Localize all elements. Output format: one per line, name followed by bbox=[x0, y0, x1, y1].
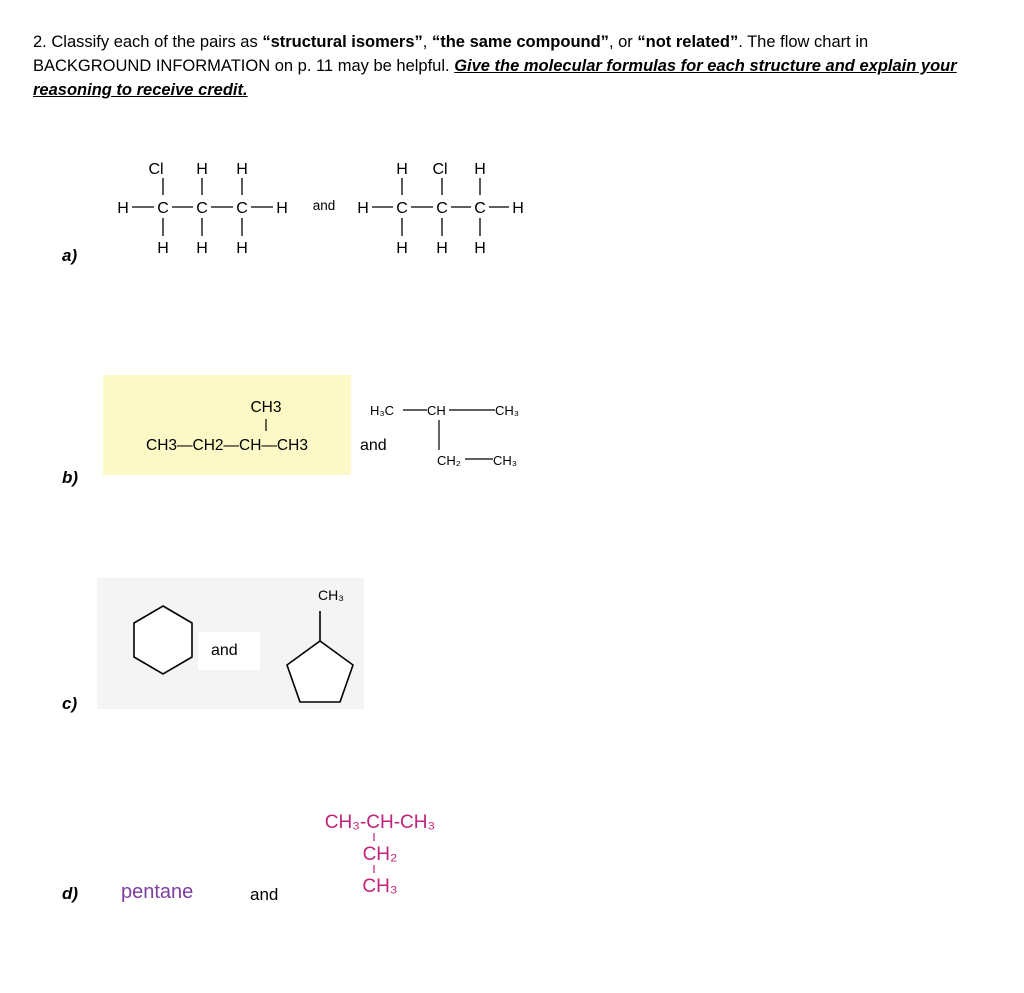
atom-label: H bbox=[236, 161, 248, 178]
structure-c bbox=[97, 578, 364, 709]
and-text: and bbox=[360, 437, 387, 454]
part-d-label: d) bbox=[62, 884, 79, 903]
question-text: 2. Classify each of the pairs as “structural isomers”, “the same compound”, or “not related”. The flow chart in BACKGROUND INFORMATION on p. 11 may be helpful. Give the molecular formulas for each structure and explain your reasoning to receive credit. bbox=[33, 33, 957, 99]
cyclopentane-ring bbox=[287, 641, 353, 702]
atom-label: H bbox=[236, 240, 248, 257]
structure-d-right bbox=[305, 800, 475, 905]
ch2-label: CH₂ bbox=[437, 453, 461, 468]
atom-label: Cl bbox=[148, 161, 164, 178]
option-not-related: “not related” bbox=[637, 33, 739, 51]
atom-label: C bbox=[474, 200, 486, 217]
methyl-label: CH₃ bbox=[318, 587, 344, 603]
ch-label: CH bbox=[427, 403, 446, 418]
atom-label: H bbox=[396, 240, 408, 257]
structure-b-left bbox=[103, 375, 351, 475]
part-a-label: a) bbox=[62, 246, 78, 265]
question-lead: Classify each of the pairs as bbox=[51, 33, 258, 51]
atom-label: C bbox=[196, 200, 208, 217]
atom-label: H bbox=[436, 240, 448, 257]
main-chain-label: CH3—CH2—CH—CH3 bbox=[146, 437, 308, 454]
part-b-label: b) bbox=[62, 468, 79, 487]
chain-top-label: CH₃-CH-CH₃ bbox=[324, 812, 436, 833]
ch3-label: CH₃ bbox=[495, 403, 520, 418]
atom-label: C bbox=[157, 200, 169, 217]
atom-label: H bbox=[512, 200, 524, 217]
atom-label: H bbox=[196, 161, 208, 178]
structure-a-right bbox=[357, 161, 524, 257]
ch3-label: CH₃ bbox=[362, 876, 398, 897]
atom-label: Cl bbox=[432, 161, 448, 178]
question-number: 2. bbox=[33, 33, 47, 51]
h3c-label: H₃C bbox=[370, 403, 395, 418]
cyclohexane-ring bbox=[134, 606, 192, 674]
atom-label: H bbox=[357, 200, 369, 217]
question-tail: . The flow chart in BACKGROUND INFORMATION on p. 11 may be helpful. bbox=[33, 33, 869, 75]
requirement-text: Give the molecular formulas for each structure and explain your reasoning to receive credit. bbox=[33, 57, 957, 99]
atom-label: C bbox=[396, 200, 408, 217]
ch2-label: CH₂ bbox=[362, 844, 398, 865]
atom-label: H bbox=[117, 200, 129, 217]
atom-label: H bbox=[196, 240, 208, 257]
part-c-label: c) bbox=[62, 694, 78, 713]
atom-label: H bbox=[474, 240, 486, 257]
and-text: and bbox=[312, 198, 336, 213]
atom-label: C bbox=[436, 200, 448, 217]
atom-label: H bbox=[474, 161, 486, 178]
atom-label: H bbox=[396, 161, 408, 178]
ch3-label: CH₃ bbox=[493, 453, 518, 468]
and-text: and bbox=[211, 642, 238, 659]
methyl-label: CH3 bbox=[250, 399, 282, 416]
option-structural-isomers: “structural isomers” bbox=[262, 33, 423, 51]
atom-label: C bbox=[236, 200, 248, 217]
structure-b-right bbox=[365, 395, 545, 475]
part-a-structures bbox=[110, 150, 550, 260]
option-same-compound: “the same compound” bbox=[431, 33, 609, 51]
structure-a-left bbox=[117, 161, 288, 257]
atom-label: H bbox=[157, 240, 169, 257]
pentane-name: pentane bbox=[121, 881, 194, 903]
and-text: and bbox=[250, 885, 279, 904]
atom-label: H bbox=[276, 200, 288, 217]
